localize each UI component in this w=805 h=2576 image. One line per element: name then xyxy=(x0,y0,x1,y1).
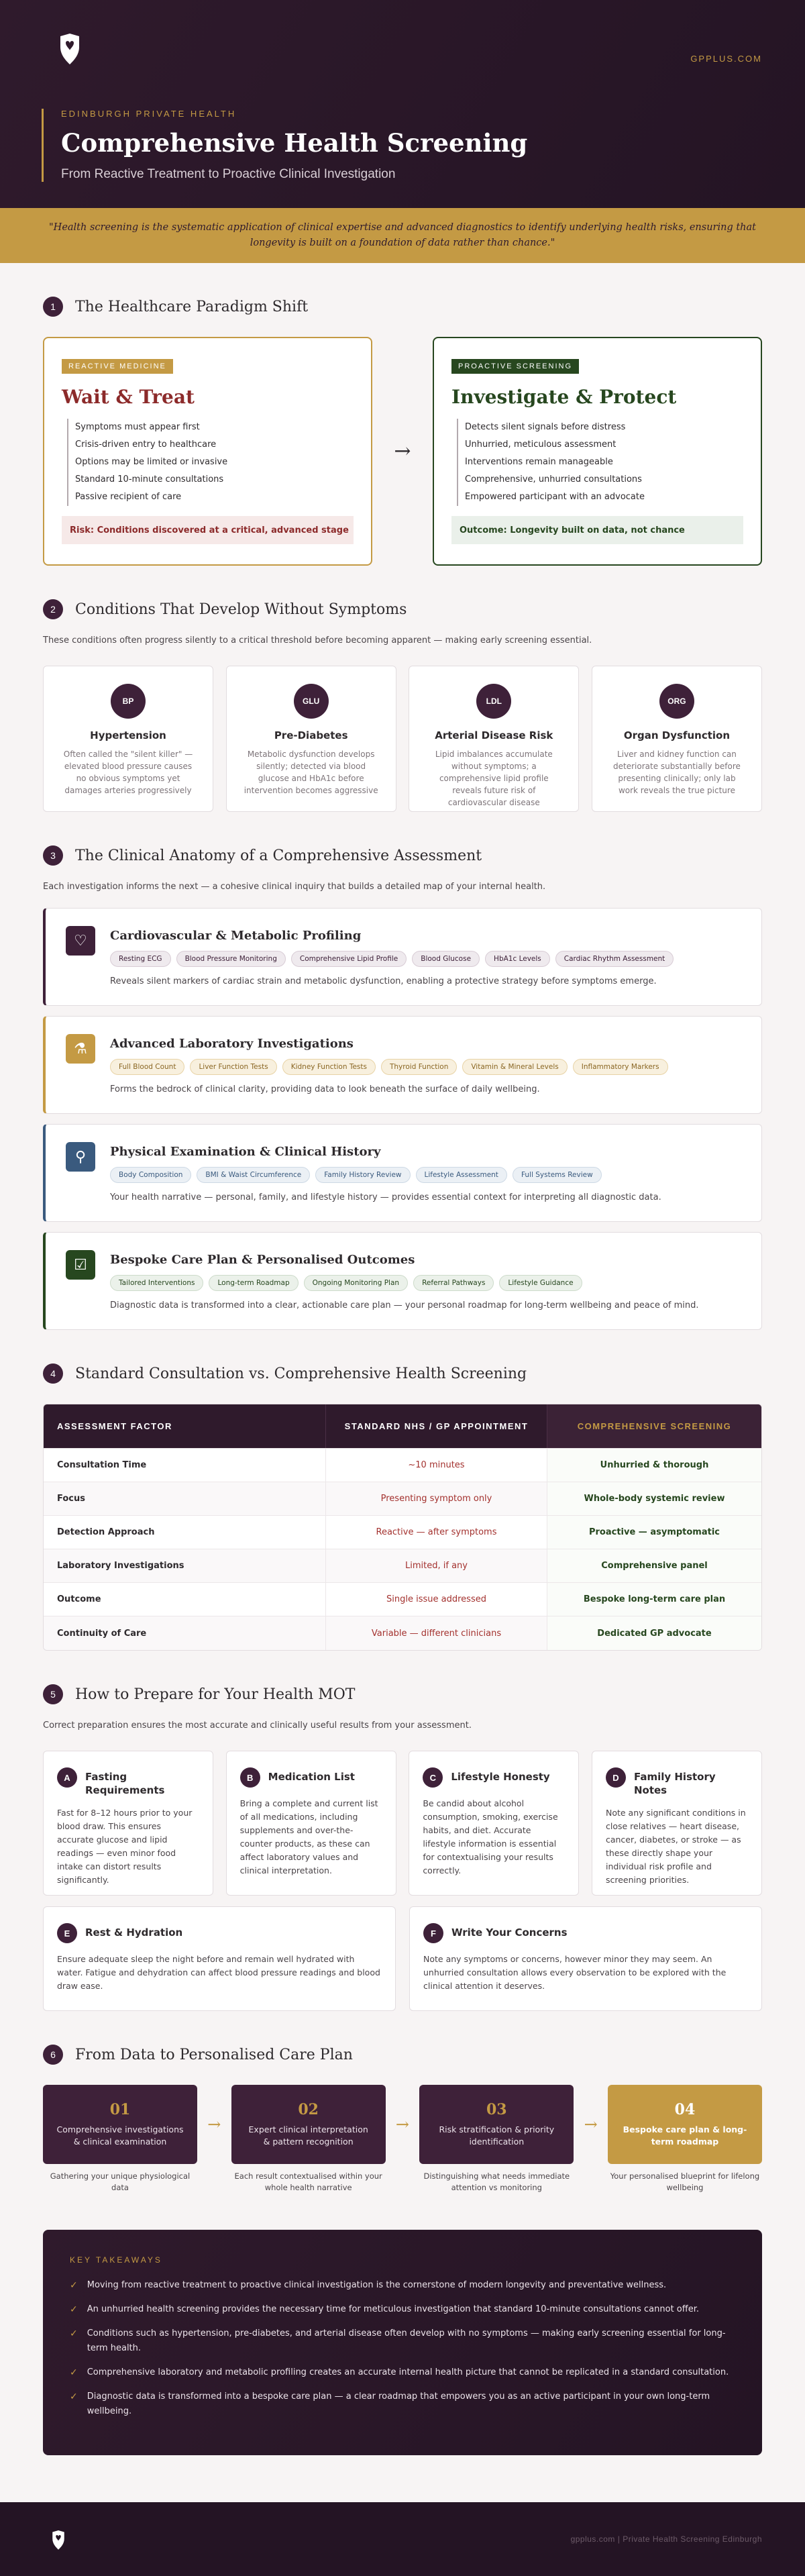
reactive-card xyxy=(43,337,372,566)
comparison-table xyxy=(43,1404,762,1651)
condition-badge: ORG xyxy=(659,684,694,719)
standard-cell: Reactive — after symptoms xyxy=(325,1516,547,1549)
condition-card xyxy=(592,666,762,812)
section-number: 6 xyxy=(43,2045,63,2065)
assessment-title: Cardiovascular & Metabolic Profiling xyxy=(110,929,362,943)
takeaway-text: Comprehensive laboratory and metabolic profiling creates an accurate internal health picture that cannot be replicated in a standard consultation. xyxy=(87,2367,729,2377)
condition-desc: Liver and kidney function can deteriorate substantially before presenting clinically; only lab work reveals the true picture xyxy=(613,750,741,795)
check-icon: ✓ xyxy=(70,2328,78,2339)
table-row xyxy=(44,1449,761,1482)
assessment-card xyxy=(43,1232,762,1330)
condition-badge: LDL xyxy=(476,684,511,719)
section-title: Conditions That Develop Without Symptoms xyxy=(75,601,407,618)
step-label: Expert clinical interpretation & pattern recognition xyxy=(248,2124,368,2147)
prep-letter-badge: A xyxy=(57,1767,77,1788)
test-chip: Thyroid Function xyxy=(381,1059,457,1075)
test-chip: Vitamin & Mineral Levels xyxy=(462,1059,567,1075)
section-title: The Clinical Anatomy of a Comprehensive Assessment xyxy=(75,847,482,864)
table-row xyxy=(44,1616,761,1650)
prep-title: Write Your Concerns xyxy=(451,1926,568,1939)
list-item: Comprehensive, unhurried consultations xyxy=(457,471,743,488)
test-chip: Inflammatory Markers xyxy=(573,1059,668,1075)
list-item: Standard 10-minute consultations xyxy=(67,471,354,488)
test-chip: Cardiac Rhythm Assessment xyxy=(555,951,674,967)
standard-cell: Single issue addressed xyxy=(325,1583,547,1616)
flow-step xyxy=(231,2085,386,2194)
test-chip: Full Blood Count xyxy=(110,1059,184,1075)
step-number: 01 xyxy=(109,2101,131,2118)
footer-text[interactable]: gpplus.com | Private Health Screening Edinburgh xyxy=(570,2534,762,2544)
assessment-title: Physical Examination & Clinical History xyxy=(110,1145,381,1159)
table-header-cell: STANDARD NHS / GP APPOINTMENT xyxy=(325,1404,547,1448)
list-item: Interventions remain manageable xyxy=(457,454,743,471)
reactive-tag: REACTIVE MEDICINE xyxy=(62,359,173,374)
assessment-card xyxy=(43,1016,762,1114)
check-icon: ✓ xyxy=(70,2304,78,2315)
factor-cell: Consultation Time xyxy=(57,1460,147,1470)
assessment-card xyxy=(43,908,762,1006)
flow-step xyxy=(43,2085,197,2194)
prep-card xyxy=(43,1751,213,1896)
table-row xyxy=(44,1516,761,1549)
test-chip: Referral Pathways xyxy=(413,1275,494,1291)
check-icon: ✓ xyxy=(70,2280,78,2291)
prep-card-head xyxy=(423,1767,565,1788)
table-header-cell: ASSESSMENT FACTOR xyxy=(57,1421,172,1431)
factor-cell: Laboratory Investigations xyxy=(57,1561,184,1571)
page-title: Comprehensive Health Screening xyxy=(61,128,528,158)
reactive-list xyxy=(62,419,354,506)
step-label: Risk stratification & priority identification xyxy=(439,2124,555,2147)
test-chip: Full Systems Review xyxy=(513,1167,602,1183)
reactive-footer: Risk: Conditions discovered at a critical, advanced stage xyxy=(62,516,354,544)
takeaway-text: Conditions such as hypertension, pre-diabetes, and arterial disease often develop with no symptoms — making early screening essential for long-term health. xyxy=(87,2328,726,2353)
list-item: Empowered participant with an advocate xyxy=(457,488,743,506)
step-box xyxy=(419,2085,574,2164)
page-footer xyxy=(0,2502,805,2576)
takeaway-item xyxy=(70,2389,735,2419)
assessment-title: Advanced Laboratory Investigations xyxy=(110,1037,354,1051)
proactive-list xyxy=(451,419,743,506)
test-chip: Tailored Interventions xyxy=(110,1275,203,1291)
screening-cell: Whole-body systemic review xyxy=(547,1482,761,1515)
prep-desc: Note any symptoms or concerns, however minor they may seem. An unhurried consultation allows every observation to be explored with the clinical attention it deserves. xyxy=(423,1954,727,1991)
section-title: The Healthcare Paradigm Shift xyxy=(75,298,309,315)
table-row xyxy=(44,1549,761,1583)
quote-text: "Health screening is the systematic application of clinical expertise and advanced diagnostics to identify underlying health risks, ensuring that longevity is built on a foundation of data rather than chance." xyxy=(49,222,756,248)
step-number: 02 xyxy=(298,2101,319,2118)
test-chip: Long-term Roadmap xyxy=(209,1275,298,1291)
step-caption: Each result contextualised within your whole health narrative xyxy=(234,2171,382,2192)
condition-card xyxy=(43,666,213,812)
test-chip: Ongoing Monitoring Plan xyxy=(304,1275,408,1291)
section-number: 2 xyxy=(43,599,63,619)
test-chip: Resting ECG xyxy=(110,951,171,967)
shield-heart-logo[interactable] xyxy=(59,34,80,66)
condition-card xyxy=(409,666,579,812)
condition-desc: Lipid imbalances accumulate without symptoms; a comprehensive lipid profile reveals future risk of cardiovascular disease xyxy=(435,750,553,807)
condition-title: Pre-Diabetes xyxy=(274,729,348,741)
condition-title: Arterial Disease Risk xyxy=(435,729,553,741)
assessment-card xyxy=(43,1124,762,1222)
prep-letter-badge: C xyxy=(423,1767,443,1788)
step-number: 03 xyxy=(486,2101,507,2118)
table-header-row xyxy=(44,1404,761,1449)
condition-desc: Often called the "silent killer" — elevated blood pressure causes no obvious symptoms yet damages arteries progressively xyxy=(63,750,193,795)
list-item: Unhurried, meticulous assessment xyxy=(457,436,743,454)
prep-title: Lifestyle Honesty xyxy=(451,1771,550,1783)
section-title: From Data to Personalised Care Plan xyxy=(75,2046,353,2063)
prep-letter-badge: E xyxy=(57,1923,77,1943)
factor-cell: Detection Approach xyxy=(57,1527,155,1537)
step-number: 04 xyxy=(674,2101,696,2118)
shield-heart-logo[interactable] xyxy=(51,2530,66,2551)
flow-step xyxy=(608,2085,762,2194)
proactive-footer: Outcome: Longevity built on data, not chance xyxy=(451,516,743,544)
test-chip: HbA1c Levels xyxy=(485,951,550,967)
test-chip: Comprehensive Lipid Profile xyxy=(291,951,407,967)
prep-row xyxy=(43,1751,762,1896)
step-caption: Gathering your unique physiological data xyxy=(50,2171,191,2192)
step-box xyxy=(43,2085,197,2164)
prep-desc: Note any significant conditions in close relatives — heart disease, cancer, diabetes, or stroke — as these directly shape your individual risk profile and screening priorities. xyxy=(605,1808,746,1885)
assessment-desc: Forms the bedrock of clinical clarity, providing data to look beneath the surface of daily wellbeing. xyxy=(110,1084,540,1094)
standard-cell: Presenting symptom only xyxy=(325,1482,547,1515)
prep-card-head xyxy=(606,1767,748,1797)
chip-list xyxy=(110,951,741,967)
prep-card xyxy=(409,1906,762,2011)
takeaway-item xyxy=(70,2326,735,2356)
reactive-title: Wait & Treat xyxy=(62,386,195,408)
prep-card-head xyxy=(240,1767,382,1788)
step-box xyxy=(231,2085,386,2164)
factor-cell: Outcome xyxy=(57,1594,101,1604)
chip-list xyxy=(110,1059,741,1075)
prep-title: Fasting Requirements xyxy=(85,1771,165,1796)
list-item: Detects silent signals before distress xyxy=(457,419,743,436)
page-header xyxy=(0,0,805,208)
assessment-desc: Reveals silent markers of cardiac strain and metabolic dysfunction, enabling a protective strategy before symptoms emerge. xyxy=(110,976,657,986)
step-caption: Distinguishing what needs immediate attention vs monitoring xyxy=(423,2171,570,2192)
check-icon: ✓ xyxy=(70,2391,78,2402)
prep-desc: Bring a complete and current list of all medications, including supplements and over-the-counter products, as these can affect laboratory values and clinical interpretation. xyxy=(239,1798,378,1875)
table-row xyxy=(44,1583,761,1616)
section-title: How to Prepare for Your Health MOT xyxy=(75,1686,356,1703)
takeaways-list xyxy=(70,2278,735,2419)
step-box xyxy=(608,2085,762,2164)
paradigm-comparison xyxy=(43,337,762,566)
factor-cell: Continuity of Care xyxy=(57,1628,147,1639)
list-item: Symptoms must appear first xyxy=(67,419,354,436)
condition-desc: Metabolic dysfunction develops silently; detected via blood glucose and HbA1c before intervention becomes aggressive xyxy=(244,750,378,795)
test-chip: Lifestyle Assessment xyxy=(416,1167,507,1183)
assessment-desc: Your health narrative — personal, family, and lifestyle history — provides essential context for interpreting all diagnostic data. xyxy=(110,1192,661,1202)
screening-cell: Comprehensive panel xyxy=(547,1549,761,1582)
key-takeaways xyxy=(43,2230,762,2455)
screening-cell: Bespoke long-term care plan xyxy=(547,1583,761,1616)
section-paradigm-head xyxy=(43,297,762,317)
section-prep-head xyxy=(43,1684,762,1704)
prep-card-head xyxy=(57,1767,199,1797)
takeaway-item xyxy=(70,2365,735,2380)
proactive-title: Investigate & Protect xyxy=(451,386,677,408)
prep-letter-badge: D xyxy=(606,1767,626,1788)
check-icon: ✓ xyxy=(70,2367,78,2378)
proactive-card xyxy=(433,337,762,566)
condition-title: Hypertension xyxy=(90,729,166,741)
step-label: Bespoke care plan & long-term roadmap xyxy=(623,2124,747,2147)
takeaway-text: Moving from reactive treatment to proactive clinical investigation is the cornerstone of modern longevity and preventative wellness. xyxy=(87,2280,667,2290)
person-icon: ⚲ xyxy=(66,1142,95,1172)
assessment-title: Bespoke Care Plan & Personalised Outcomes xyxy=(110,1253,415,1267)
test-chip: Blood Glucose xyxy=(412,951,480,967)
arrow-right-icon: → xyxy=(395,2115,410,2134)
table-row xyxy=(44,1482,761,1516)
section-number: 1 xyxy=(43,297,63,317)
process-flow xyxy=(43,2085,762,2194)
assessment-list xyxy=(43,908,762,1330)
condition-card xyxy=(226,666,396,812)
takeaways-title: KEY TAKEAWAYS xyxy=(70,2255,162,2265)
test-chip: Liver Function Tests xyxy=(190,1059,276,1075)
test-chip: Kidney Function Tests xyxy=(282,1059,376,1075)
takeaway-text: Diagnostic data is transformed into a bespoke care plan — a clear roadmap that empowers you as an active participant in your own long-term wellbeing. xyxy=(87,2391,710,2416)
test-chip: BMI & Waist Circumference xyxy=(197,1167,310,1183)
step-label: Comprehensive investigations & clinical examination xyxy=(56,2124,184,2147)
condition-badge: GLU xyxy=(294,684,329,719)
arrow-right-icon: → xyxy=(394,440,411,463)
prep-card-head xyxy=(423,1923,748,1943)
section-number: 5 xyxy=(43,1684,63,1704)
screening-cell: Dedicated GP advocate xyxy=(547,1616,761,1650)
standard-cell: Limited, if any xyxy=(325,1549,547,1582)
section-number: 3 xyxy=(43,845,63,866)
factor-cell: Focus xyxy=(57,1494,85,1504)
section-flow-head xyxy=(43,2045,762,2065)
takeaway-item xyxy=(70,2302,735,2317)
section-comparison-head xyxy=(43,1363,762,1384)
arrow-right-icon: → xyxy=(584,2115,598,2134)
arrow-right-icon: → xyxy=(207,2115,221,2134)
flask-icon: ⚗ xyxy=(66,1034,95,1064)
condition-badge: BP xyxy=(111,684,146,719)
heart-icon: ♡ xyxy=(66,926,95,956)
prep-card-head xyxy=(57,1923,382,1943)
prep-card xyxy=(43,1906,396,2011)
test-chip: Family History Review xyxy=(315,1167,410,1183)
takeaway-item xyxy=(70,2278,735,2293)
prep-card xyxy=(592,1751,762,1896)
prep-letter-badge: B xyxy=(240,1767,260,1788)
section-anatomy-head xyxy=(43,845,762,866)
eyebrow: EDINBURGH PRIVATE HEALTH xyxy=(61,109,237,119)
prep-card xyxy=(226,1751,396,1896)
list-item: Options may be limited or invasive xyxy=(67,454,354,471)
site-link[interactable]: GPPLUS.COM xyxy=(690,54,762,64)
section-intro: Correct preparation ensures the most accurate and clinically useful results from your assessment. xyxy=(43,1720,472,1731)
list-item: Passive recipient of care xyxy=(67,488,354,506)
step-caption: Your personalised blueprint for lifelong wellbeing xyxy=(610,2171,760,2192)
test-chip: Blood Pressure Monitoring xyxy=(176,951,286,967)
prep-card xyxy=(409,1751,579,1896)
page-subtitle: From Reactive Treatment to Proactive Clinical Investigation xyxy=(61,167,396,181)
screening-cell: Unhurried & thorough xyxy=(547,1449,761,1482)
quote-band xyxy=(0,208,805,263)
standard-cell: ~10 minutes xyxy=(325,1449,547,1482)
checklist-icon: ☑ xyxy=(66,1250,95,1280)
table-header-cell: COMPREHENSIVE SCREENING xyxy=(547,1404,761,1448)
takeaway-text: An unhurried health screening provides the necessary time for meticulous investigation that standard 10-minute consultations cannot offer. xyxy=(87,2304,700,2314)
prep-desc: Be candid about alcohol consumption, smoking, exercise habits, and diet. Accurate lifestyle information is essential for contextualising your results correctly. xyxy=(423,1798,558,1875)
prep-desc: Ensure adequate sleep the night before and remain well hydrated with water. Fatigue and dehydration can affect blood pressure readings and blood draw ease. xyxy=(57,1954,380,1991)
conditions-grid xyxy=(43,666,762,812)
section-conditions-head xyxy=(43,599,762,619)
prep-title: Medication List xyxy=(268,1771,355,1783)
prep-title: Family History Notes xyxy=(633,1771,716,1796)
chip-list xyxy=(110,1167,741,1183)
flow-step xyxy=(419,2085,574,2194)
test-chip: Body Composition xyxy=(110,1167,191,1183)
main-content xyxy=(0,297,805,2455)
test-chip: Lifestyle Guidance xyxy=(499,1275,582,1291)
prep-row xyxy=(43,1906,762,2011)
prep-title: Rest & Hydration xyxy=(85,1926,183,1939)
section-number: 4 xyxy=(43,1363,63,1384)
prep-letter-badge: F xyxy=(423,1923,443,1943)
section-title: Standard Consultation vs. Comprehensive Health Screening xyxy=(75,1365,527,1382)
title-block xyxy=(42,109,527,182)
screening-cell: Proactive — asymptomatic xyxy=(547,1516,761,1549)
chip-list xyxy=(110,1275,741,1291)
condition-title: Organ Dysfunction xyxy=(623,729,731,741)
section-intro: These conditions often progress silently to a critical threshold before becoming apparent — making early screening essential. xyxy=(43,635,592,646)
section-intro: Each investigation informs the next — a cohesive clinical inquiry that builds a detailed map of your internal health. xyxy=(43,882,546,892)
assessment-desc: Diagnostic data is transformed into a clear, actionable care plan — your personal roadmap for long-term wellbeing and peace of mind. xyxy=(110,1300,699,1310)
prep-desc: Fast for 8–12 hours prior to your blood draw. This ensures accurate glucose and lipid readings — even minor food intake can distort results significantly. xyxy=(57,1808,193,1885)
list-item: Crisis-driven entry to healthcare xyxy=(67,436,354,454)
proactive-tag: PROACTIVE SCREENING xyxy=(451,359,579,374)
standard-cell: Variable — different clinicians xyxy=(325,1616,547,1650)
